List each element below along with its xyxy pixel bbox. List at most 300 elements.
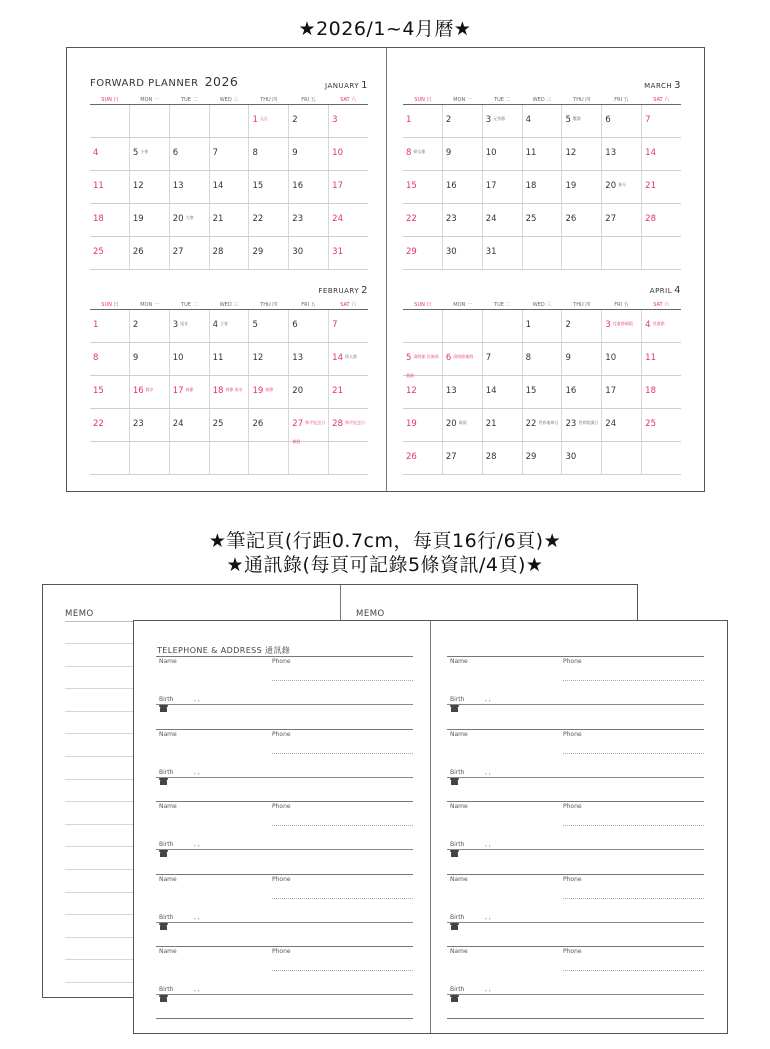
- day-number: 3: [485, 115, 492, 125]
- phone-line: [272, 970, 413, 971]
- weekday-thu: THU 四: [573, 302, 591, 308]
- month-label: JANUARY 1: [325, 80, 368, 91]
- day-number: 5: [406, 353, 412, 363]
- day-number: 5: [252, 320, 258, 330]
- entry-top-line: [447, 729, 704, 730]
- weekday-header: [403, 301, 681, 310]
- memo-rule-line: [65, 982, 133, 983]
- day-note: 立春: [220, 321, 228, 326]
- day-number: 20: [172, 214, 184, 224]
- calendar-day-cell: [328, 105, 368, 137]
- weekday-wed: WED 三: [532, 97, 552, 103]
- memo-rule-line: [65, 666, 133, 667]
- day-number: 15: [93, 386, 104, 396]
- name-label: Name: [159, 948, 177, 955]
- phone-line: [563, 825, 704, 826]
- day-number: 24: [172, 419, 184, 429]
- day-number: 10: [332, 148, 343, 158]
- day-note: 春節: [265, 387, 274, 392]
- calendar-day-cell: [90, 442, 129, 474]
- calendar-day-cell: [403, 376, 442, 408]
- day-number: 5: [132, 148, 139, 158]
- calendar-day-cell: [482, 310, 522, 342]
- calendar-day-cell: [641, 442, 681, 474]
- phone-line: [272, 825, 413, 826]
- day-number: 1: [525, 320, 531, 330]
- birth-line: [156, 994, 413, 995]
- day-number: 8: [525, 353, 531, 363]
- calendar-day-cell: [169, 310, 209, 342]
- birth-label: Birth: [450, 841, 465, 848]
- memo-rule-line: [65, 688, 133, 689]
- weekday-fri: FRI 五: [301, 302, 316, 308]
- birth-separators: , ,: [194, 913, 200, 921]
- day-note: 清明節 民族掃墓節: [406, 354, 439, 378]
- calendar-day-cell: [641, 171, 681, 203]
- day-number: 10: [605, 353, 617, 363]
- day-number: 16: [565, 386, 577, 396]
- calendar-day-cell: [522, 171, 562, 203]
- calendar-day-cell: [209, 171, 249, 203]
- day-note: 穀雨: [458, 420, 467, 425]
- calendar-day-cell: [641, 376, 681, 408]
- day-number: 30: [565, 452, 577, 462]
- calendar-day-cell: [522, 310, 562, 342]
- day-number: 31: [332, 247, 343, 257]
- calendar-week-row: [403, 409, 681, 442]
- calendar-day-cell: [288, 409, 328, 444]
- calendar-day-cell: [403, 204, 442, 236]
- month-label: MARCH 3: [644, 80, 681, 91]
- day-number: 18: [645, 386, 656, 396]
- telephone-spine: [430, 621, 431, 1033]
- day-number: 19: [565, 181, 577, 191]
- day-note: 大寒: [185, 215, 194, 220]
- day-number: 22: [252, 214, 264, 224]
- weekday-tue: TUE 二: [181, 97, 198, 103]
- calendar-day-cell: [209, 409, 249, 441]
- day-number: 26: [565, 214, 577, 224]
- telephone-icon: [160, 780, 167, 785]
- calendar-day-cell: [288, 105, 328, 137]
- name-label: Name: [450, 803, 468, 810]
- day-number: 13: [172, 181, 184, 191]
- day-note: 尾牙: [180, 321, 189, 326]
- calendar-day-cell: [403, 409, 442, 441]
- weekday-thu: THU 四: [260, 97, 278, 103]
- memo-rule-line: [65, 892, 133, 893]
- month-label: FEBRUARY 2: [318, 285, 368, 296]
- day-number: 9: [292, 148, 298, 158]
- day-number: 24: [332, 214, 343, 224]
- calendar-day-cell: [248, 204, 288, 236]
- calendar-week-row: [403, 138, 681, 171]
- weekday-fri: FRI 五: [614, 97, 629, 103]
- calendar-day-cell: [328, 138, 368, 170]
- weekday-header: [403, 96, 681, 105]
- day-number: 14: [645, 148, 656, 158]
- weekday-fri: FRI 五: [301, 97, 316, 103]
- calendar-day-cell: [129, 442, 169, 474]
- day-number: 25: [645, 419, 656, 429]
- entry-top-line: [156, 729, 413, 730]
- day-number: 24: [485, 214, 497, 224]
- day-number: 13: [292, 353, 304, 363]
- calendar-day-cell: [641, 105, 681, 137]
- name-label: Name: [159, 730, 177, 738]
- phone-label: Phone: [272, 658, 291, 665]
- weekday-wed: WED 三: [219, 302, 239, 308]
- calendar-day-cell: [248, 376, 288, 408]
- day-number: 8: [406, 148, 412, 158]
- day-number: 3: [332, 115, 338, 125]
- memo-rule-line: [65, 846, 133, 847]
- calendar-day-cell: [288, 376, 328, 408]
- weekday-sun: SUN 日: [414, 302, 432, 308]
- day-note: 春節: [185, 387, 194, 392]
- address-entry: [447, 946, 704, 1018]
- calendar-day-cell: [403, 343, 442, 378]
- calendar-week-row: [403, 237, 681, 270]
- telephone-title: TELEPHONE & ADDRESS 通訊錄: [157, 646, 291, 655]
- address-entry: [156, 946, 413, 1018]
- calendar-day-cell: [403, 138, 442, 170]
- telephone-icon: [160, 925, 167, 930]
- calendar-day-cell: [561, 237, 601, 269]
- calendar-day-cell: [90, 343, 129, 375]
- calendar-grid: [90, 310, 368, 475]
- day-number: 1: [406, 115, 412, 125]
- birth-separators: , ,: [194, 986, 200, 993]
- day-number: 22: [406, 214, 417, 224]
- calendar-day-cell: [561, 442, 601, 474]
- calendar-day-cell: [90, 138, 129, 170]
- day-note: 春分: [618, 182, 627, 187]
- calendar-day-cell: [90, 409, 129, 441]
- calendar-day-cell: [209, 376, 249, 408]
- weekday-mon: MON 一: [140, 97, 159, 103]
- day-note: 春節 雨水: [225, 387, 243, 392]
- day-number: 14: [332, 353, 343, 363]
- calendar-week-row: [403, 376, 681, 409]
- weekday-wed: WED 三: [532, 302, 552, 308]
- weekday-tue: TUE 二: [494, 97, 511, 103]
- calendar-week-row: [90, 343, 368, 376]
- calendar-day-cell: [482, 442, 522, 474]
- day-number: 28: [485, 452, 497, 462]
- day-number: 28: [332, 419, 343, 429]
- calendar-day-cell: [442, 204, 482, 236]
- address-entry: [156, 729, 413, 801]
- calendar-day-cell: [328, 343, 368, 375]
- day-number: 2: [132, 320, 139, 330]
- month-label: APRIL 4: [649, 285, 681, 296]
- day-number: 23: [445, 214, 457, 224]
- birth-label: Birth: [450, 768, 465, 776]
- day-number: 17: [605, 386, 617, 396]
- day-number: 8: [252, 148, 258, 158]
- day-number: 11: [525, 148, 537, 158]
- day-number: 16: [445, 181, 457, 191]
- day-number: 14: [485, 386, 497, 396]
- day-number: 12: [406, 386, 417, 396]
- calendar-week-row: [90, 310, 368, 343]
- day-number: 24: [605, 419, 617, 429]
- day-number: 12: [565, 148, 577, 158]
- day-note: 世界閱讀日: [578, 420, 599, 425]
- calendar-day-cell: [328, 237, 368, 269]
- entry-top-line: [156, 874, 413, 875]
- calendar-month-march: [403, 78, 681, 278]
- calendar-month-february: [90, 283, 368, 483]
- day-number: 27: [172, 247, 184, 257]
- day-number: 22: [525, 419, 537, 429]
- day-number: 18: [525, 181, 537, 191]
- calendar-day-cell: [169, 376, 209, 408]
- birth-separators: , ,: [485, 768, 491, 776]
- memo-rule-line: [65, 779, 133, 780]
- calendar-week-row: [90, 171, 368, 204]
- day-number: 20: [605, 181, 617, 191]
- calendar-grid: [403, 105, 681, 270]
- day-number: 6: [445, 353, 452, 363]
- birth-line: [447, 849, 704, 850]
- day-number: 2: [445, 115, 452, 125]
- birth-label: Birth: [450, 696, 465, 703]
- day-number: 26: [132, 247, 144, 257]
- calendar-day-cell: [442, 310, 482, 342]
- weekday-header: [90, 96, 368, 105]
- calendar-day-cell: [561, 409, 601, 441]
- birth-label: Birth: [159, 841, 174, 848]
- day-number: 18: [93, 214, 104, 224]
- day-number: 4: [645, 320, 651, 330]
- calendar-day-cell: [601, 171, 641, 203]
- calendar-day-cell: [601, 409, 641, 441]
- calendar-day-cell: [561, 376, 601, 408]
- birth-separators: , ,: [194, 841, 200, 848]
- day-number: 19: [132, 214, 144, 224]
- day-number: 31: [485, 247, 497, 257]
- entry-top-line: [447, 874, 704, 875]
- day-note: 元宵節: [493, 116, 506, 121]
- calendar-day-cell: [169, 105, 209, 137]
- telephone-icon: [451, 997, 458, 1002]
- day-number: 2: [292, 115, 298, 125]
- day-number: 9: [445, 148, 452, 158]
- calendar-day-cell: [442, 138, 482, 170]
- day-number: 7: [485, 353, 492, 363]
- day-number: 7: [212, 148, 218, 158]
- day-number: 21: [212, 214, 224, 224]
- calendar-day-cell: [482, 376, 522, 408]
- day-note: 除夕: [145, 387, 154, 392]
- day-number: 4: [212, 320, 218, 330]
- calendar-day-cell: [641, 204, 681, 236]
- calendar-day-cell: [248, 442, 288, 474]
- day-number: 25: [525, 214, 537, 224]
- birth-line: [156, 704, 413, 705]
- day-number: 19: [252, 386, 264, 396]
- day-number: 14: [212, 181, 224, 191]
- calendar-day-cell: [601, 343, 641, 375]
- day-number: 20: [445, 419, 457, 429]
- calendar-day-cell: [482, 138, 522, 170]
- memo-rule-line: [65, 756, 133, 757]
- day-number: 15: [525, 386, 537, 396]
- day-number: 25: [212, 419, 224, 429]
- calendar-day-cell: [248, 171, 288, 203]
- birth-label: Birth: [450, 986, 465, 993]
- calendar-day-cell: [209, 204, 249, 236]
- day-number: 7: [332, 320, 338, 330]
- birth-separators: , ,: [485, 986, 491, 993]
- day-number: 4: [525, 115, 531, 125]
- calendar-day-cell: [522, 105, 562, 137]
- calendar-day-cell: [129, 171, 169, 203]
- day-number: 28: [212, 247, 224, 257]
- calendar-day-cell: [601, 442, 641, 474]
- birth-separators: , ,: [194, 768, 200, 776]
- calendar-day-cell: [601, 237, 641, 269]
- day-number: 29: [525, 452, 537, 462]
- calendar-book: [66, 47, 705, 492]
- weekday-sat: SAT 六: [653, 302, 670, 308]
- phone-line: [563, 753, 704, 754]
- calendar-day-cell: [641, 310, 681, 342]
- calendar-day-cell: [522, 237, 562, 269]
- calendar-day-cell: [129, 310, 169, 342]
- day-number: 29: [406, 247, 417, 257]
- day-number: 1: [252, 115, 258, 125]
- calendar-day-cell: [561, 105, 601, 137]
- memo-rule-line: [65, 937, 133, 938]
- calendar-day-cell: [209, 442, 249, 474]
- day-number: 21: [645, 181, 656, 191]
- day-number: 13: [445, 386, 457, 396]
- address-entry: [156, 656, 413, 728]
- day-note: 小寒: [140, 149, 149, 154]
- calendar-day-cell: [601, 138, 641, 170]
- day-number: 12: [132, 181, 144, 191]
- phone-label: Phone: [563, 658, 582, 665]
- entry-top-line: [156, 946, 413, 947]
- address-entry: [447, 656, 704, 728]
- day-number: 22: [93, 419, 104, 429]
- day-number: 7: [645, 115, 651, 125]
- day-number: 23: [565, 419, 577, 429]
- calendar-day-cell: [248, 343, 288, 375]
- day-number: 11: [212, 353, 224, 363]
- calendar-grid: [90, 105, 368, 270]
- day-number: 5: [565, 115, 571, 125]
- calendar-day-cell: [209, 237, 249, 269]
- calendar-week-row: [90, 442, 368, 475]
- calendar-day-cell: [328, 409, 368, 441]
- calendar-day-cell: [90, 171, 129, 203]
- day-number: 28: [645, 214, 656, 224]
- weekday-fri: FRI 五: [614, 302, 629, 308]
- calendar-week-row: [403, 310, 681, 343]
- phone-line: [272, 898, 413, 899]
- calendar-day-cell: [288, 343, 328, 375]
- weekday-mon: MON 一: [140, 302, 159, 308]
- calendar-day-cell: [248, 105, 288, 137]
- day-number: 9: [565, 353, 571, 363]
- calendar-day-cell: [169, 171, 209, 203]
- weekday-header: [90, 301, 368, 310]
- day-number: 30: [445, 247, 457, 257]
- day-number: 21: [332, 386, 343, 396]
- calendar-day-cell: [561, 138, 601, 170]
- birth-label: Birth: [159, 986, 174, 993]
- calendar-day-cell: [482, 171, 522, 203]
- calendar-day-cell: [209, 343, 249, 375]
- calendar-day-cell: [522, 343, 562, 375]
- weekday-thu: THU 四: [260, 302, 278, 308]
- birth-separators: , ,: [485, 841, 491, 848]
- day-number: 12: [252, 353, 264, 363]
- telephone-icon: [451, 707, 458, 712]
- memo-rule-line: [65, 914, 133, 915]
- day-number: 2: [565, 320, 571, 330]
- day-number: 27: [292, 419, 304, 429]
- memo-rule-line: [65, 643, 133, 644]
- calendar-day-cell: [522, 204, 562, 236]
- day-note: 世界地球日: [538, 420, 559, 425]
- calendar-day-cell: [482, 204, 522, 236]
- calendar-day-cell: [169, 204, 209, 236]
- day-number: 11: [645, 353, 656, 363]
- calendar-day-cell: [248, 237, 288, 269]
- calendar-week-row: [90, 105, 368, 138]
- phone-label: Phone: [563, 730, 582, 738]
- day-number: 17: [172, 386, 184, 396]
- day-note: 兒童節補假: [612, 321, 633, 326]
- calendar-day-cell: [248, 310, 288, 342]
- phone-label: Phone: [272, 730, 291, 738]
- day-number: 30: [292, 247, 304, 257]
- weekday-sat: SAT 六: [340, 97, 357, 103]
- calendar-day-cell: [442, 237, 482, 269]
- day-number: 3: [605, 320, 611, 330]
- calendar-day-cell: [129, 376, 169, 408]
- phone-line: [563, 680, 704, 681]
- calendar-day-cell: [561, 343, 601, 375]
- day-number: 8: [93, 353, 99, 363]
- weekday-sun: SUN 日: [414, 97, 432, 103]
- phone-label: Phone: [563, 948, 582, 955]
- calendar-week-row: [403, 105, 681, 138]
- telephone-icon: [451, 780, 458, 785]
- memo-rule-line: [65, 733, 133, 734]
- address-entry: [447, 801, 704, 873]
- day-number: 15: [406, 181, 417, 191]
- phone-label: Phone: [272, 875, 291, 883]
- day-number: 26: [252, 419, 264, 429]
- calendar-day-cell: [522, 138, 562, 170]
- phone-label: Phone: [272, 803, 291, 810]
- birth-line: [447, 777, 704, 778]
- memo-rule-line: [65, 801, 133, 802]
- calendar-day-cell: [442, 105, 482, 137]
- phone-line: [563, 970, 704, 971]
- day-number: 4: [93, 148, 99, 158]
- calendar-day-cell: [288, 237, 328, 269]
- weekday-mon: MON 一: [453, 302, 472, 308]
- entry-top-line: [156, 801, 413, 802]
- day-number: 27: [605, 214, 617, 224]
